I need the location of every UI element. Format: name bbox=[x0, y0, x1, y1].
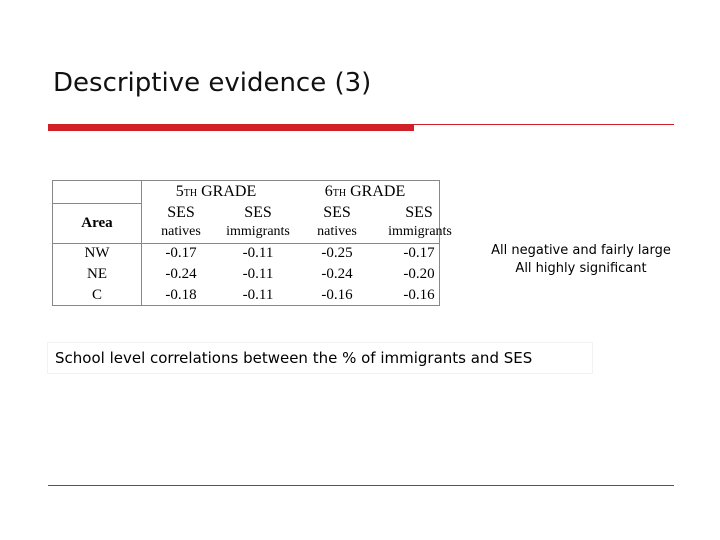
grade6-sup: TH bbox=[332, 188, 347, 199]
note-line: All negative and fairly large bbox=[491, 243, 671, 258]
col-header-ses: SES bbox=[323, 204, 351, 221]
note-line: All highly significant bbox=[515, 261, 647, 276]
grade5-word: GRADE bbox=[201, 183, 257, 200]
table-cell: -0.24 bbox=[165, 266, 197, 282]
grade6-number: 6 bbox=[324, 183, 333, 200]
grade6-header bbox=[291, 181, 439, 203]
grade6-word: GRADE bbox=[350, 183, 406, 200]
col-header-group: immigrants bbox=[388, 224, 452, 239]
table-cell: -0.18 bbox=[165, 287, 197, 303]
area-cell: C bbox=[91, 287, 102, 303]
title-underline-thin bbox=[414, 124, 674, 125]
table-cell: -0.17 bbox=[403, 245, 435, 261]
bottom-rule bbox=[48, 485, 674, 486]
title-underline-thick bbox=[48, 124, 414, 131]
findings-note bbox=[486, 242, 676, 278]
col-header-ses: SES bbox=[244, 204, 272, 221]
col-header-group: natives bbox=[317, 224, 357, 239]
table-cell: -0.11 bbox=[242, 266, 274, 282]
grade5-sup: TH bbox=[183, 188, 198, 199]
table-cell: -0.20 bbox=[403, 266, 435, 282]
table-caption: School level correlations between the % of immigrants and SES bbox=[48, 343, 592, 373]
table-cell: -0.11 bbox=[242, 287, 274, 303]
value-column-3 bbox=[301, 243, 373, 306]
area-cell: NW bbox=[84, 245, 110, 261]
slide-title: Descriptive evidence (3) bbox=[53, 68, 372, 98]
correlation-table bbox=[52, 180, 452, 306]
col-header-ses: SES bbox=[167, 204, 195, 221]
area-header-spacer bbox=[53, 181, 141, 204]
grade5-number: 5 bbox=[175, 183, 184, 200]
area-rows bbox=[53, 243, 141, 306]
col-header-group: natives bbox=[161, 224, 201, 239]
area-column bbox=[53, 181, 142, 305]
table-cell: -0.17 bbox=[165, 245, 197, 261]
table-cell: -0.16 bbox=[403, 287, 435, 303]
grade5-header bbox=[141, 181, 291, 203]
col-header-ses: SES bbox=[405, 204, 433, 221]
table-cell: -0.11 bbox=[242, 245, 274, 261]
area-header: Area bbox=[53, 203, 141, 244]
value-column-1 bbox=[145, 243, 217, 306]
value-column-4 bbox=[379, 243, 459, 306]
value-column-2 bbox=[221, 243, 295, 306]
table-cell: -0.25 bbox=[321, 245, 353, 261]
col-header-group: immigrants bbox=[226, 224, 290, 239]
table-cell: -0.16 bbox=[321, 287, 353, 303]
area-cell: NE bbox=[87, 266, 107, 282]
table-cell: -0.24 bbox=[321, 266, 353, 282]
